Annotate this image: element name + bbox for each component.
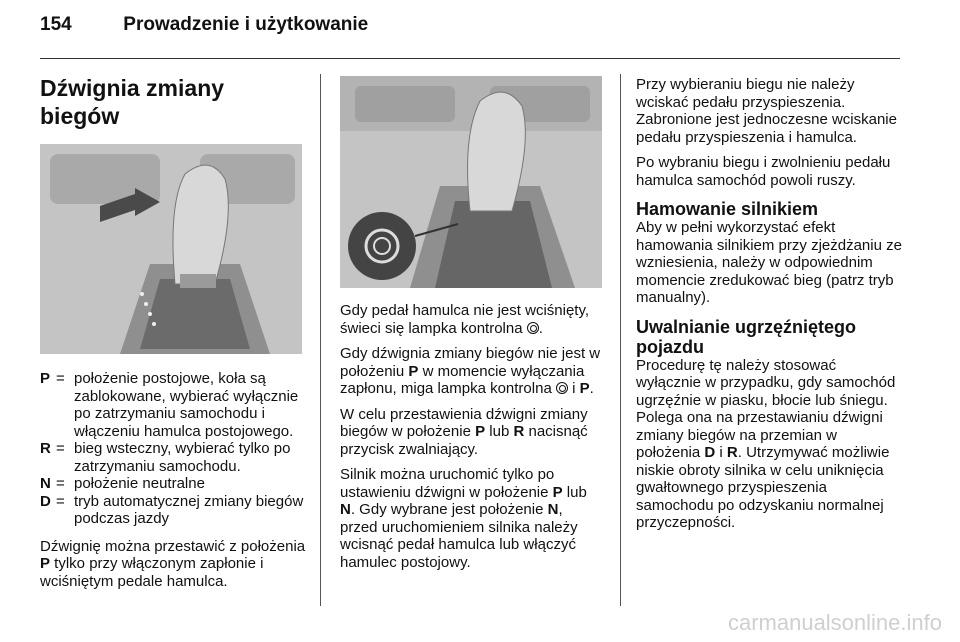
def-text: bieg wsteczny, wybierać tylko po zatrzymaniu samochodu.	[74, 440, 291, 475]
brake-warning-icon	[527, 322, 539, 334]
brake-warning-icon	[556, 382, 568, 394]
definition-row	[40, 493, 306, 528]
paragraph: Silnik można uruchomić tylko po ustawieniu dźwigni w położenie P lub N. Gdy wybrane jest położenie N, przed uruchomieniem silnika należy wcisnąć pedał hamulca lub włączyć hamulec postojowy.	[340, 466, 587, 571]
paragraph: Aby w pełni wykorzystać efekt hamowania silnikiem przy zjeżdżaniu ze wzniesienia, należy w odpowiednim momencie zredukować bieg (patrz tryb manualny).	[636, 219, 902, 306]
paragraph: Dźwignię można przestawić z położenia P tylko przy włączonym zapłonie i wciśniętym pedale hamulca.	[40, 537, 306, 590]
def-eq: =	[56, 475, 65, 492]
def-eq: =	[56, 492, 65, 510]
gear-shift-photo	[40, 144, 302, 354]
column-2	[340, 76, 604, 579]
def-text: położenie postojowe, koła są zablokowane, wybierać wyłącznie po zatrzymaniu samochodu i włączeniu hamulca postojowego.	[74, 370, 299, 440]
gear-definitions	[40, 370, 306, 528]
paragraph: Gdy pedał hamulca nie jest wciśnięty, świeci się lampka kontrolna .	[340, 302, 590, 337]
def-text: położenie neutralne	[74, 475, 205, 492]
def-key: R	[40, 440, 51, 457]
def-eq: =	[56, 370, 65, 387]
column-divider-1	[320, 74, 321, 606]
def-key: P	[40, 370, 51, 387]
def-eq: =	[56, 440, 65, 457]
column-1	[40, 74, 306, 598]
paragraph: Procedurę tę należy stosować wyłącznie w przypadku, gdy samochód ugrzęźnie w piasku, błocie lub śniegu. Polega ona na przestawianiu dźwigni zmiany biegów na przemian w położenia D i R. Utrzymywać możliwie niskie obroty silnika w celu uniknięcia gwałtownego przyspieszenia samochodu po odzyskaniu normalnej przyczepności.	[636, 356, 896, 531]
def-key: D	[40, 492, 51, 510]
definition-row	[40, 370, 306, 440]
column-divider-2	[620, 74, 621, 606]
watermark: carmanualsonline.info	[727, 610, 942, 635]
page-header	[40, 14, 368, 36]
section-title: Prowadzenie i użytkowanie	[123, 14, 369, 35]
def-key: N	[40, 475, 51, 492]
definition-row	[40, 440, 306, 475]
brake-warning-photo	[340, 76, 602, 288]
page-title: Dźwignia zmiany biegów	[40, 75, 225, 129]
paragraph: Gdy dźwignia zmiany biegów nie jest w położeniu P w momencie wyłączania zapłonu, miga lampka kontrolna i P.	[340, 345, 601, 397]
header-divider	[40, 58, 900, 59]
subheading-engine-braking: Hamowanie silnikiem	[636, 199, 819, 219]
paragraph: Po wybraniu biegu i zwolnieniu pedału hamulca samochód powoli ruszy.	[636, 154, 891, 189]
column-3	[636, 76, 904, 540]
paragraph: W celu przestawienia dźwigni zmiany biegów w położenie P lub R nacisnąć przycisk zwalniający.	[340, 405, 588, 458]
paragraph: Przy wybieraniu biegu nie należy wciskać pedału przyspieszenia. Zabronione jest jednoczesne wciskanie pedału przyspieszenia i hamulca.	[636, 76, 897, 146]
subheading-rocking-vehicle: Uwalnianie ugrzęźniętego pojazdu	[636, 316, 857, 357]
definition-row	[40, 475, 306, 493]
def-text: tryb automatycznej zmiany biegów podczas jazdy	[74, 492, 304, 527]
page-number: 154	[40, 14, 72, 35]
